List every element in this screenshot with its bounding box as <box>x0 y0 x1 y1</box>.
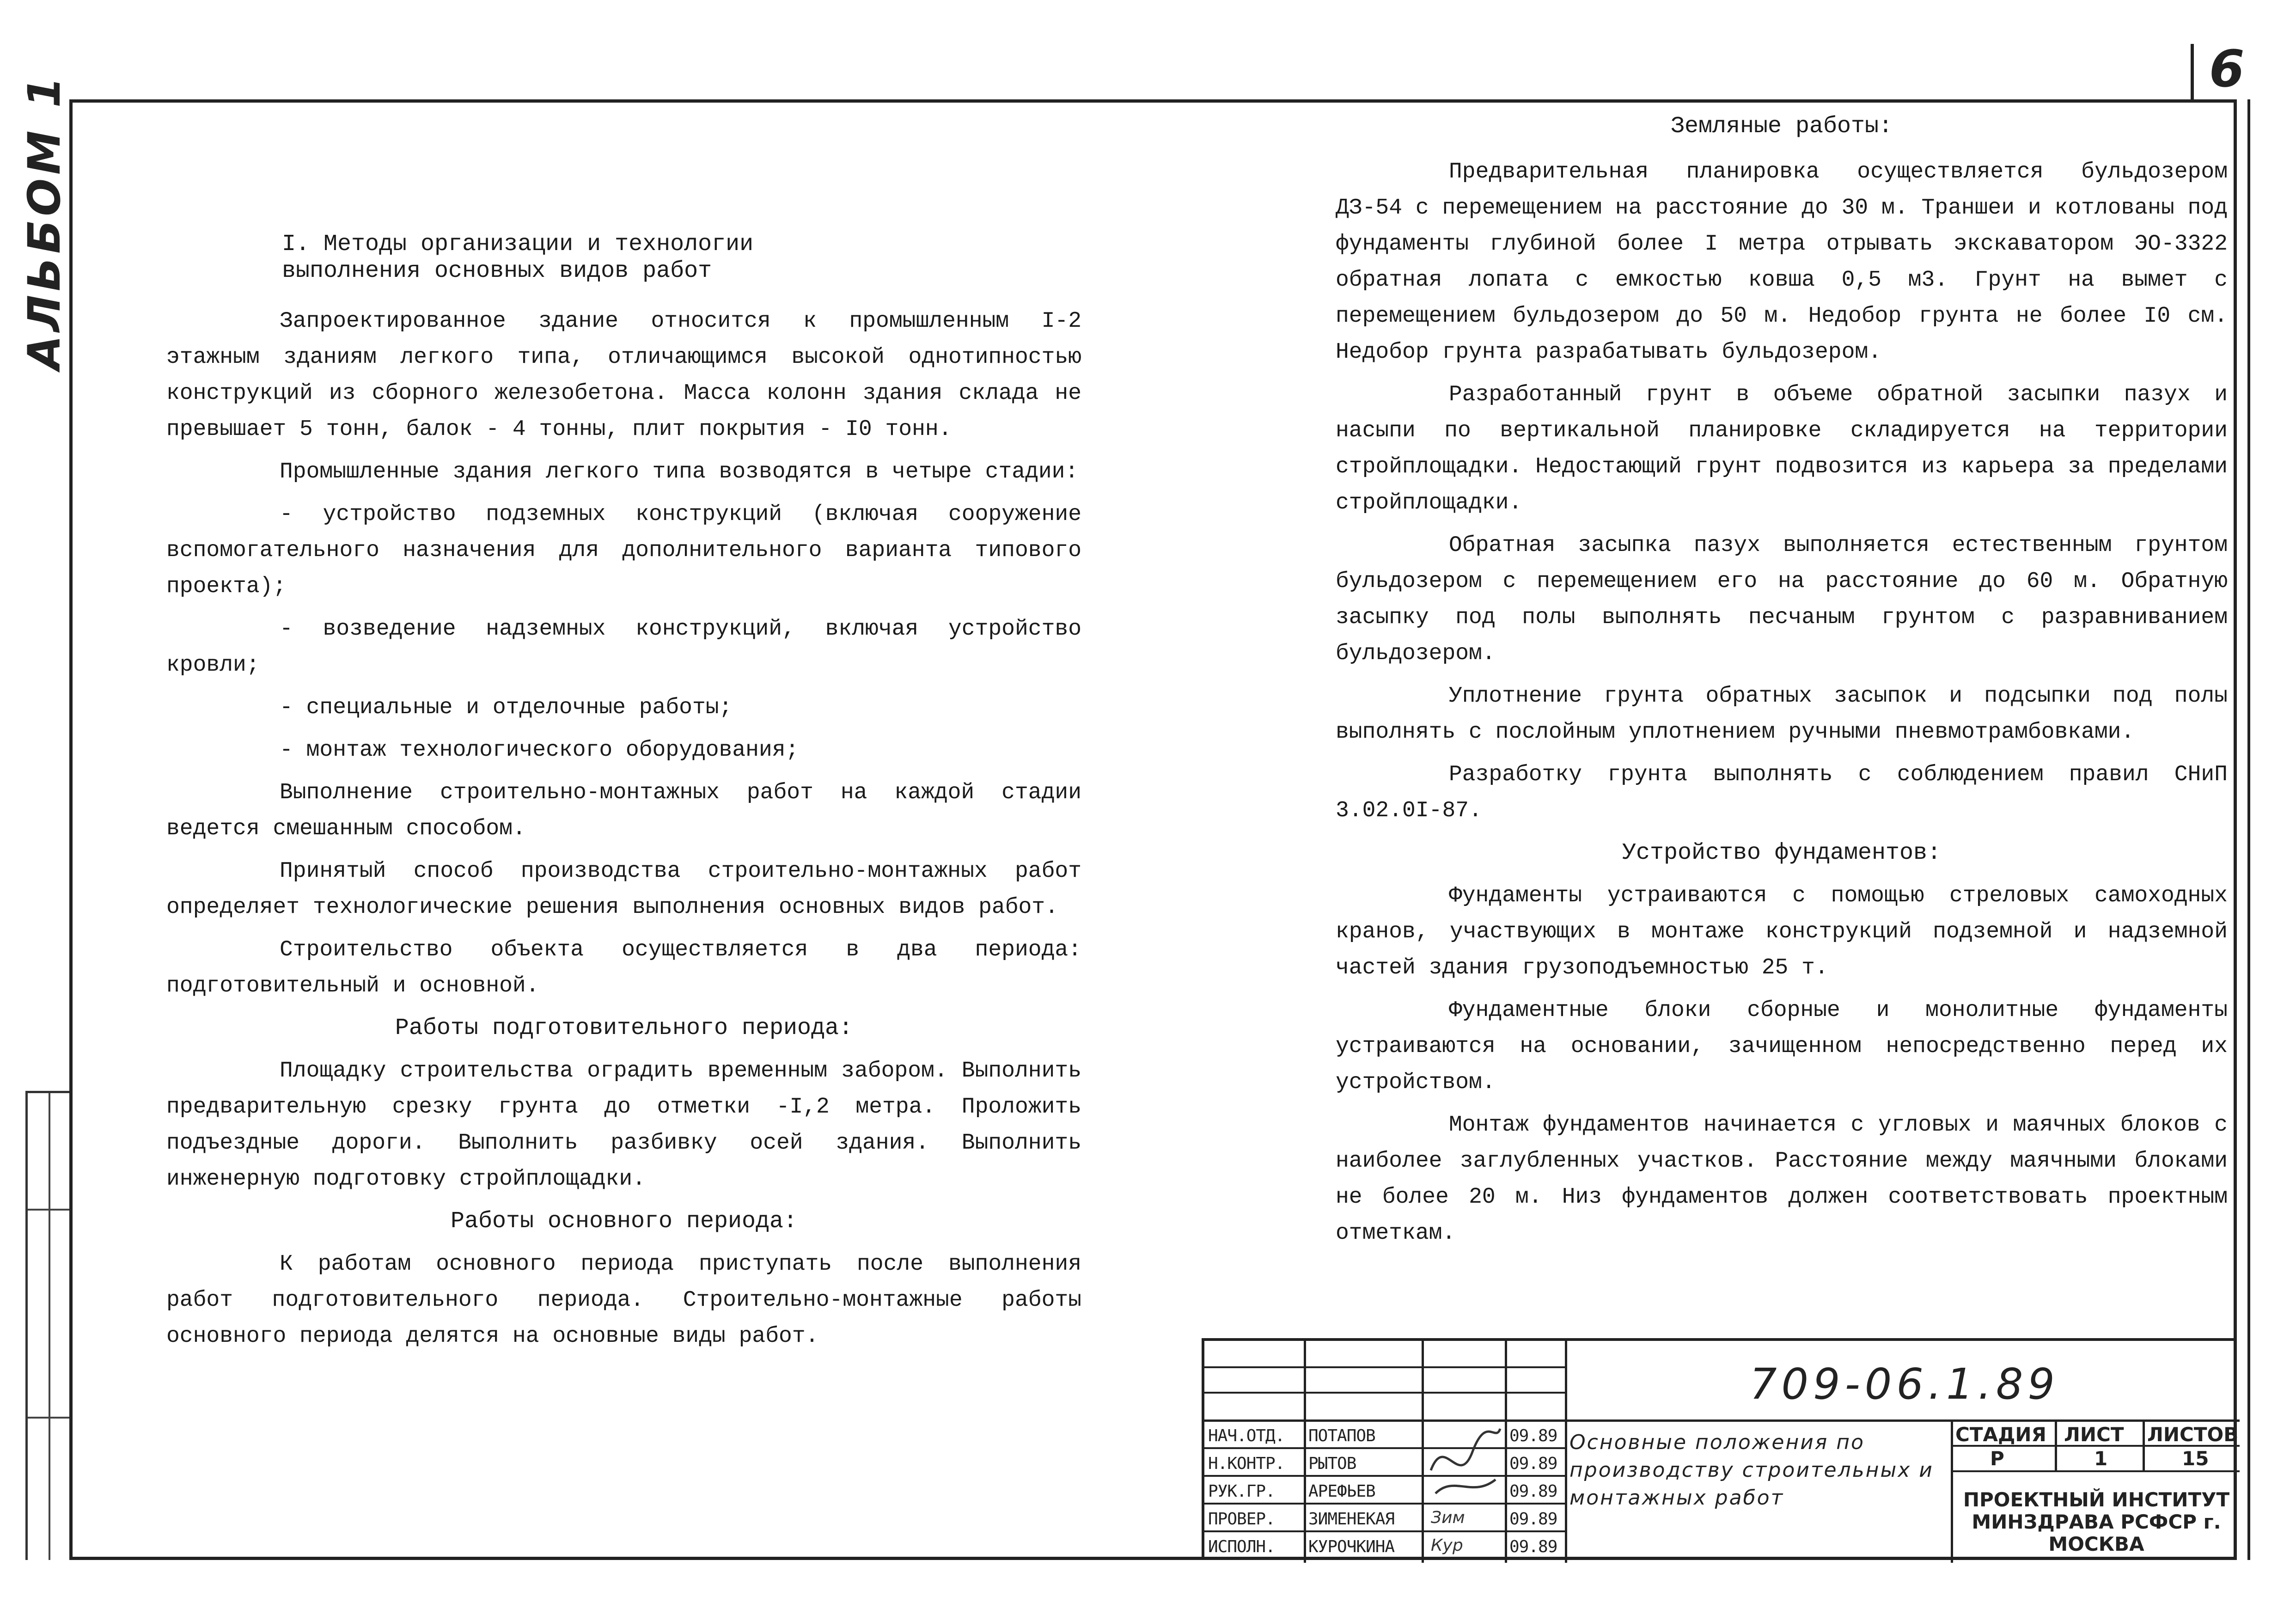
row-role: ИСПОЛН. <box>1208 1537 1275 1556</box>
organization: ПРОЕКТНЫЙ ИНСТИТУТ МИНЗДРАВА РСФСР г. МОСКВА <box>1963 1488 2230 1555</box>
row-name: АРЕФЬЕВ <box>1308 1482 1375 1501</box>
row-role: ПРОВЕР. <box>1208 1510 1275 1529</box>
document-code: 709-06.1.89 <box>1750 1359 2059 1409</box>
sheets-label: ЛИСТОВ <box>2147 1423 2239 1446</box>
row-date: 09.89 <box>1509 1537 1557 1556</box>
signature: Кур <box>1431 1536 1463 1555</box>
paragraph: Обратная засыпка пазух выполняется естественным грунтом бульдозером с перемещением его на расстояние до 60 м. Обратную засыпку под полы выполнять песчаным грунтом с разравниванием бульдозером. <box>1336 533 2228 666</box>
row-role: Н.КОНТР. <box>1208 1454 1285 1473</box>
paragraph: Запроектированное здание относится к промышленным I-2 этажным зданиям легкого типа, отличающимся высокой однотипностью конструкций из сборного железобетона. Масса колонн здания склада не превышает 5 тонн, балок - 4 тонны, плит покрытия - I0 тонн. <box>166 309 1081 442</box>
row-name: РЫТОВ <box>1308 1454 1356 1473</box>
row-name: ПОТАПОВ <box>1308 1426 1375 1445</box>
paragraph: К работам основного периода приступать после выполнения работ подготовительного периода. Строительно-монтажные работы основного периода делятся на основные виды работ. <box>166 1252 1081 1349</box>
row-name: КУРОЧКИНА <box>1308 1537 1395 1556</box>
left-column <box>166 231 1081 1361</box>
paragraph: Промышленные здания легкого типа возводятся в четыре стадии: <box>280 459 1079 484</box>
title-block <box>1202 1338 2237 1560</box>
paragraph: Принятый способ производства строительно-монтажных работ определяет технологические решения выполнения основных видов работ. <box>166 859 1081 920</box>
list-item: - устройство подземных конструкций (включая сооружение вспомогательного назначения для дополнительного варианта типового проекта); <box>166 502 1081 599</box>
paragraph: Фундаментные блоки сборные и монолитные фундаменты устраиваются на основании, зачищенном непосредственно перед их устройством. <box>1336 998 2228 1095</box>
subheading-main: Работы основного периода: <box>450 1208 798 1235</box>
margin-stamp-strip <box>25 1091 69 1560</box>
paragraph: Строительство объекта осуществляется в два периода: подготовительный и основной. <box>166 937 1081 998</box>
section-heading: I. Методы организации и технологии выполнения основных видов работ <box>282 231 754 284</box>
row-date: 09.89 <box>1509 1454 1557 1473</box>
subheading-earthworks: Земляные работы: <box>1670 113 1893 140</box>
sheet-number: 6 <box>2209 39 2245 98</box>
right-column <box>1336 109 2228 1258</box>
document-title: Основные положения по производству строительных и монтажных работ <box>1569 1431 1934 1510</box>
right-binding-strip <box>2236 99 2250 1560</box>
row-role: РУК.ГР. <box>1208 1482 1275 1501</box>
stage-value: Р <box>1990 1447 2004 1470</box>
list-item: - монтаж технологического оборудования; <box>280 738 799 763</box>
paragraph: Площадку строительства оградить временным забором. Выполнить предварительную срезку грунта до отметки -I,2 метра. Проложить подъездные дороги. Выполнить разбивку осей здания. Выполнить инженерную подготовку стройплощадки. <box>166 1058 1081 1192</box>
album-label: АЛЬБОМ 1 <box>18 73 70 370</box>
row-date: 09.89 <box>1509 1482 1557 1501</box>
paragraph: Фундаменты устраиваются с помощью стреловых самоходных кранов, участвующих в монтаже конструкций подземной и надземной частей здания грузоподъемностью 25 т. <box>1336 883 2228 980</box>
paragraph: Монтаж фундаментов начинается с угловых и маячных блоков с наиболее заглубленных участков. Расстояние между маячными блоками не более 20 м. Низ фундаментов должен соответствовать проектным отметкам. <box>1336 1113 2228 1246</box>
sheet-label: ЛИСТ <box>2064 1423 2124 1446</box>
paragraph: Уплотнение грунта обратных засыпок и подсыпки под полы выполнять с послойным уплотнением ручными пневмотрамбовками. <box>1336 684 2228 745</box>
stage-label: СТАДИЯ <box>1955 1423 2046 1446</box>
row-date: 09.89 <box>1509 1510 1557 1529</box>
paragraph: Разработанный грунт в объеме обратной засыпки пазух и насыпи по вертикальной планировке складируется на территории стройплощадки. Недостающий грунт подвозится из карьера за пределами стройплощадки. <box>1336 382 2228 515</box>
row-date: 09.89 <box>1509 1426 1557 1445</box>
row-role: НАЧ.ОТД. <box>1208 1426 1285 1445</box>
paragraph: Предварительная планировка осуществляется бульдозером ДЗ-54 с перемещением на расстояние до 30 м. Траншеи и котлованы под фундаменты глубиной более I метра отрывать экскаватором ЭО-3322 обратная лопата с емкостью ковша 0,5 м3. Грунт на вымет с перемещением бульдозером до 50 м. Недобор грунта не более I0 см. Недобор грунта разрабатывать бульдозером. <box>1336 159 2228 365</box>
list-item: - возведение надземных конструкций, включая устройство кровли; <box>166 617 1081 678</box>
sheet-value: 1 <box>2094 1447 2108 1470</box>
subheading-foundations: Устройство фундаментов: <box>1622 840 1942 866</box>
paragraph: Разработку грунта выполнять с соблюдением правил СНиП 3.02.0I-87. <box>1336 762 2228 823</box>
row-name: ЗИМЕНЕКАЯ <box>1308 1510 1395 1529</box>
signature: Зим <box>1431 1508 1465 1527</box>
paragraph: Выполнение строительно-монтажных работ на каждой стадии ведется смешанным способом. <box>166 780 1081 841</box>
sheets-value: 15 <box>2182 1447 2209 1470</box>
subheading-prep: Работы подготовительного периода: <box>395 1015 853 1041</box>
signature-scribble <box>1426 1424 1505 1503</box>
list-item: - специальные и отделочные работы; <box>280 695 733 720</box>
